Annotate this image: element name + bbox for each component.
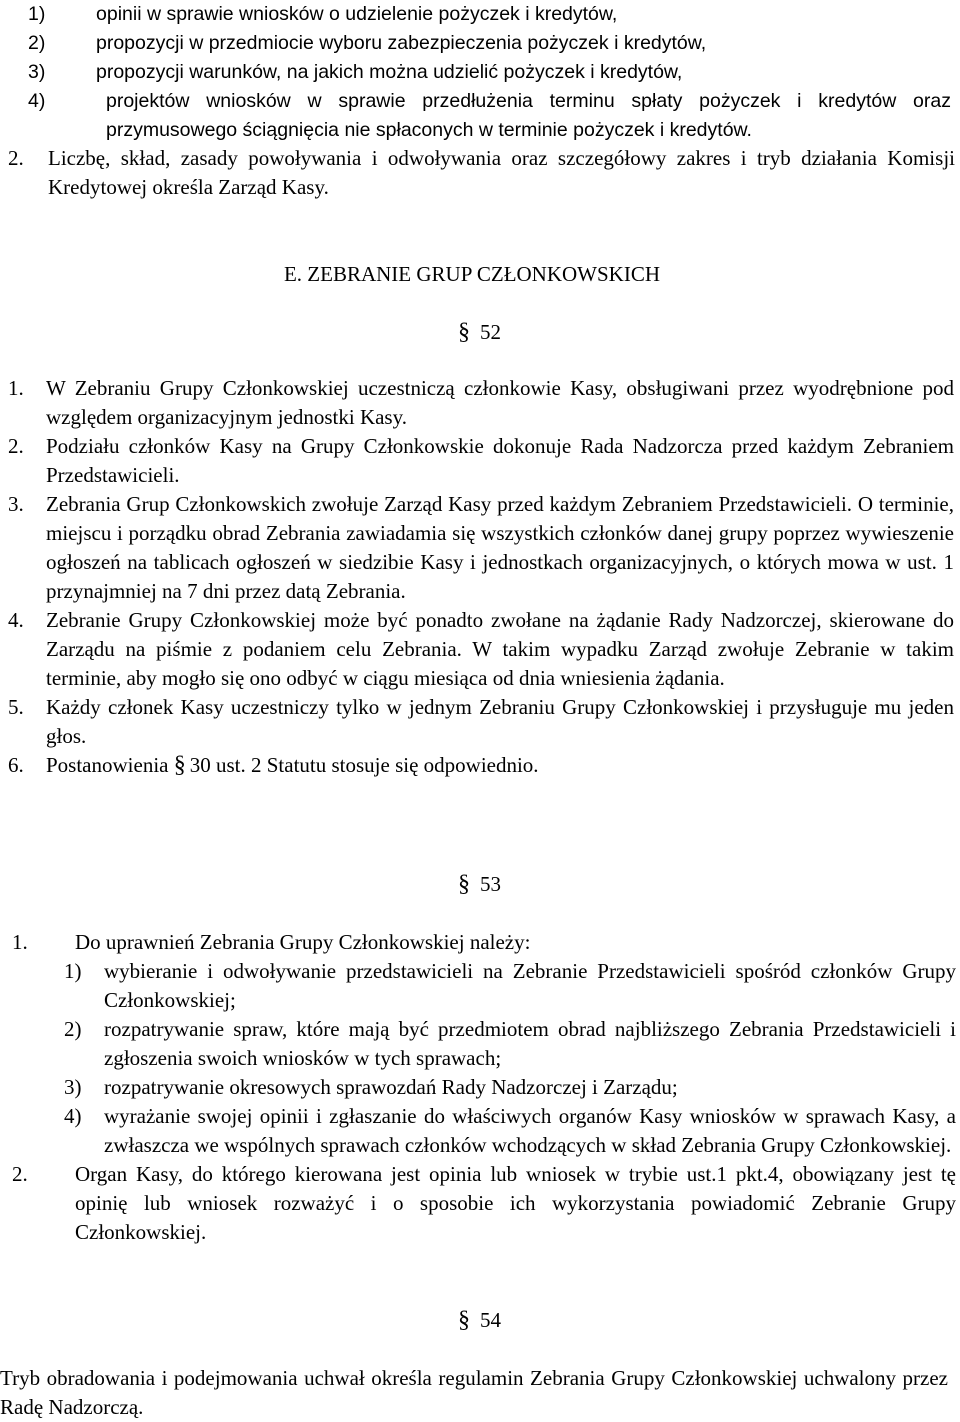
paragraph-text: Tryb obradowania i podejmowania uchwał określa regulamin Zebrania Grupy Członkowskiej uchwalony przez Radę Nadzorczą. (0, 1366, 948, 1419)
list-item-text: wybieranie i odwoływanie przedstawicieli na Zebranie Przedstawicieli spośród członków Grupy Członkowskiej; (104, 959, 956, 1012)
top-list (28, 0, 956, 145)
point-number: 4. (8, 608, 24, 632)
list-item-number: 3) (64, 1075, 82, 1099)
section-sign-icon: § (173, 752, 186, 778)
paragraph-53-heading (458, 870, 501, 899)
paragraph-52 (8, 374, 956, 780)
list-item (8, 1102, 956, 1160)
point-2 (8, 1160, 956, 1247)
top-point-2 (8, 144, 956, 202)
point-text: Każdy członek Kasy uczestniczy tylko w jednym Zebraniu Grupy Członkowskiej i przysługuje mu jeden głos. (46, 695, 954, 748)
list-item (8, 374, 956, 432)
point-1 (8, 928, 956, 957)
point-text: Postanowienia § 30 ust. 2 Statutu stosuje się odpowiednio. (46, 752, 539, 778)
point-number: 6. (8, 753, 24, 777)
paragraph-53 (8, 928, 956, 1247)
list-item-text: projektów wniosków w sprawie przedłużenia terminu spłaty pożyczek i kredytów oraz przymusowego ściągnięcia nie spłaconych w terminie pożyczek i kredytów. (106, 90, 951, 141)
list-item-text: wyrażanie swojej opinii i zgłaszanie do właściwych organów Kasy wniosków w sprawach Kasy, a zwłaszcza we wspólnych sprawach członków wchodzących w skład Zebrania Grupy Członkowskiej. (104, 1104, 956, 1157)
section-sign-icon: § (458, 1307, 470, 1333)
list-item (8, 957, 956, 1015)
paragraph-52-heading (458, 318, 501, 347)
list-item-text: propozycji w przedmiocie wyboru zabezpieczenia pożyczek i kredytów, (96, 32, 707, 54)
list-item-text: rozpatrywanie spraw, które mają być przedmiotem obrad najbliższego Zebrania Przedstawicieli i zgłoszenia swoich wniosków w tych sprawach; (104, 1017, 956, 1070)
paragraph-54 (0, 1364, 948, 1422)
paragraph-number: 54 (480, 1308, 501, 1332)
list-item (8, 490, 956, 606)
list-item (28, 87, 956, 145)
paragraph-number: 53 (480, 872, 501, 896)
list-item-number: 2) (28, 32, 46, 54)
list-item-text: rozpatrywanie okresowych sprawozdań Rady Nadzorczej i Zarządu; (104, 1075, 678, 1099)
paragraph-number: 52 (480, 320, 501, 344)
point-text: Do uprawnień Zebrania Grupy Członkowskiej należy: (75, 930, 531, 954)
point-number: 3. (8, 492, 24, 516)
point-text: Zebranie Grupy Członkowskiej może być ponadto zwołane na żądanie Rady Nadzorczej, skierowane do Zarządu na piśmie z podaniem celu Zebrania. W takim wypadku Zarząd zwołuje Zebranie w takim terminie, aby mogło się ono odbyć w ciągu miesiąca od dnia wniesienia żądania. (46, 608, 954, 690)
list-item (8, 1073, 956, 1102)
list-item (8, 1015, 956, 1073)
list-item-number: 4) (28, 90, 46, 112)
list-item (28, 29, 956, 58)
list-item-number: 1) (64, 959, 82, 983)
list-item (8, 693, 956, 751)
point-number: 1. (12, 930, 28, 954)
list-item (8, 751, 956, 780)
section-sign-icon: § (458, 871, 470, 897)
point-text: Liczbę, skład, zasady powoływania i odwoływania oraz szczegółowy zakres i tryb działania Komisji Kredytowej określa Zarząd Kasy. (48, 146, 955, 199)
list-item-number: 1) (28, 3, 46, 25)
point-text: Zebrania Grup Członkowskich zwołuje Zarząd Kasy przed każdym Zebraniem Przedstawicieli. O terminie, miejscu i porządku obrad Zebrania zawiadamia się wszystkich członków danej grupy poprzez wywieszenie ogłoszeń na tablicach ogłoszeń w siedzibie Kasy i jednostkach organizacyjnych, o których mowa w ust. 1 przynajmniej na 7 dni przez datą Zebrania. (46, 492, 954, 603)
point-text: Organ Kasy, do którego kierowana jest opinia lub wniosek w trybie ust.1 pkt.4, obowiązany jest tę opinię lub wniosek rozważyć i o sposobie ich wykorzystania powiadomić Zebranie Grupy Członkowskiej. (75, 1162, 956, 1244)
list-item (28, 58, 956, 87)
list-item-number: 4) (64, 1104, 82, 1128)
point-text: W Zebraniu Grupy Członkowskiej uczestniczą członkowie Kasy, obsługiwani przez wyodrębnione pod względem organizacyjnym jednostki Kasy. (46, 376, 954, 429)
point-number: 1. (8, 376, 24, 400)
point-number: 2. (12, 1162, 28, 1186)
point-text: Podziału członków Kasy na Grupy Członkowskie dokonuje Rada Nadzorcza przed każdym Zebraniem Przedstawicieli. (46, 434, 954, 487)
section-sign-icon: § (458, 319, 470, 345)
list-item (8, 432, 956, 490)
point-number: 5. (8, 695, 24, 719)
section-title: E. ZEBRANIE GRUP CZŁONKOWSKICH (283, 262, 661, 286)
point-number: 2. (8, 434, 24, 458)
list-item-text: propozycji warunków, na jakich można udzielić pożyczek i kredytów, (96, 61, 683, 83)
list-item-number: 3) (28, 61, 46, 83)
point-number: 2. (8, 146, 24, 170)
list-item (28, 0, 956, 29)
list-item-text: opinii w sprawie wniosków o udzielenie pożyczek i kredytów, (96, 3, 618, 25)
paragraph-54-heading (458, 1306, 501, 1335)
list-item (8, 606, 956, 693)
list-item-number: 2) (64, 1017, 82, 1041)
